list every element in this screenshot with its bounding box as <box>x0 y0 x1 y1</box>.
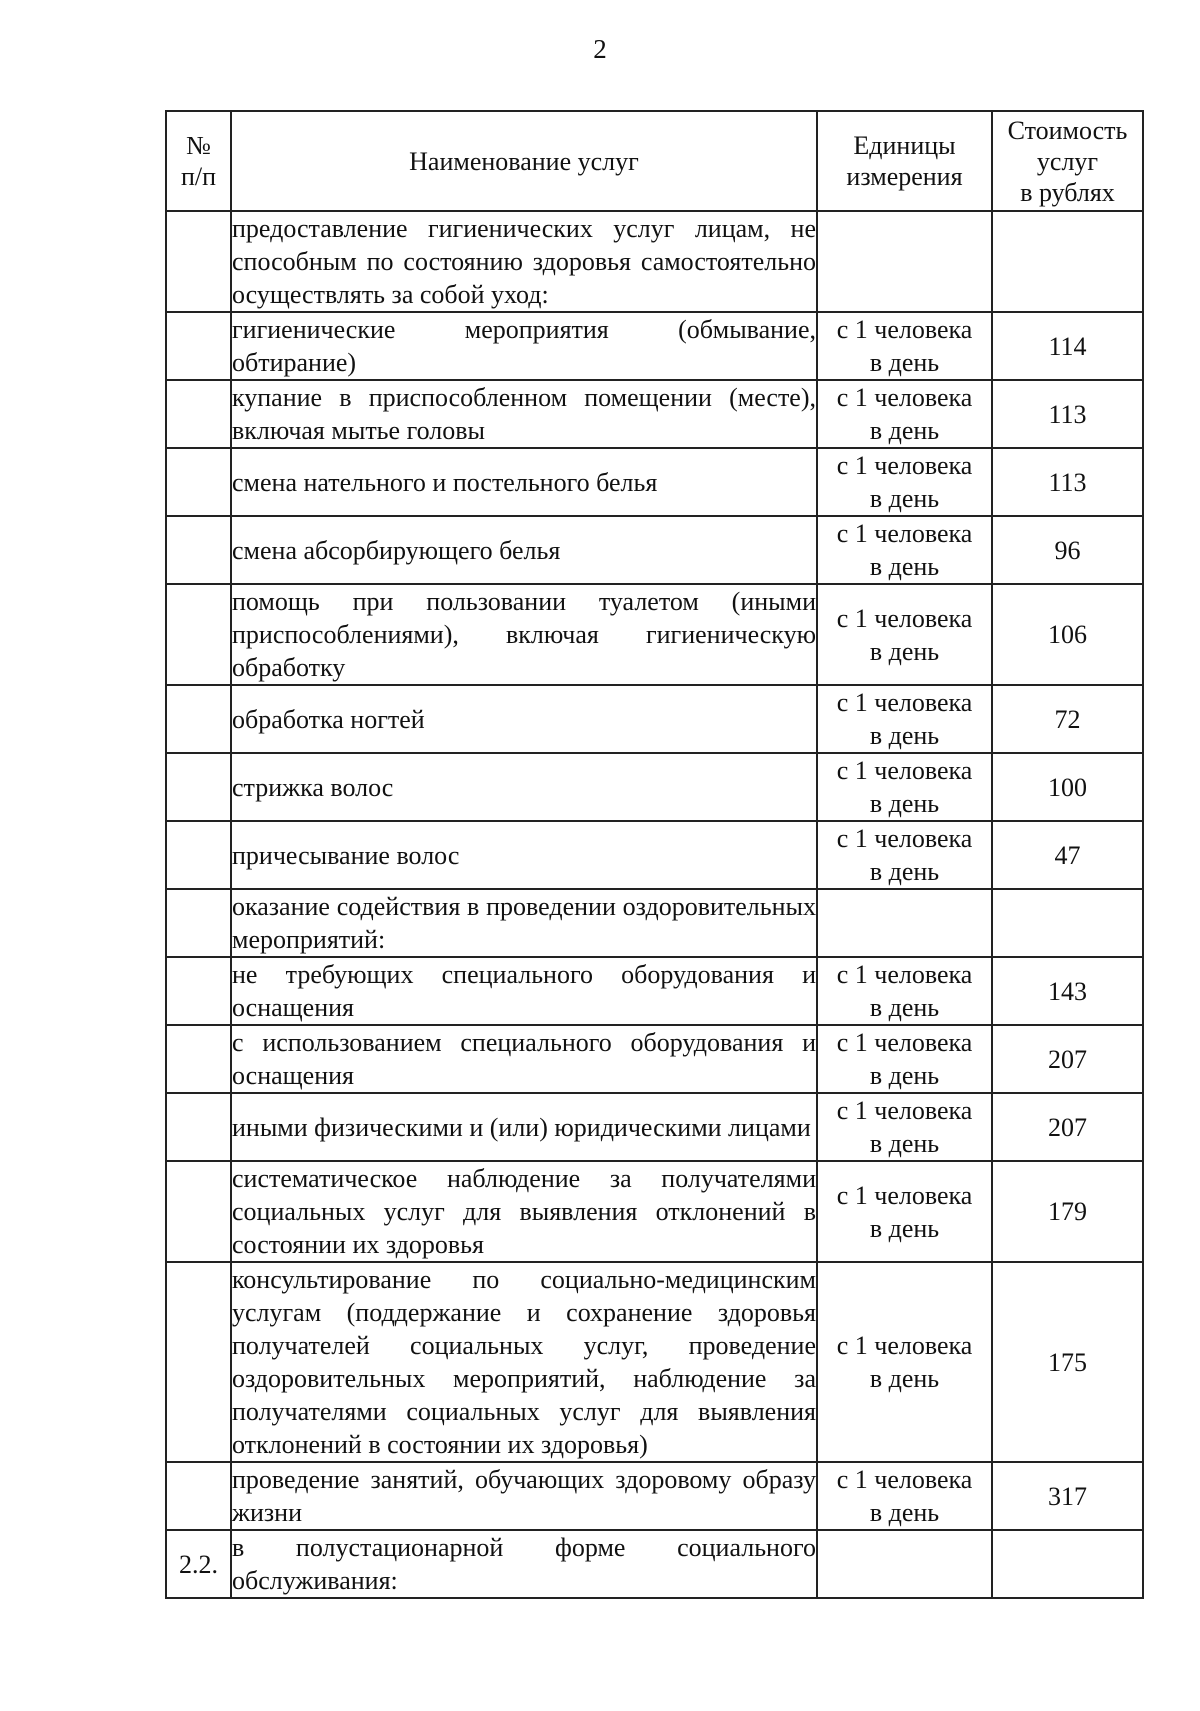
services-price-table <box>165 110 1144 1599</box>
row-unit <box>817 1093 992 1161</box>
row-price: 113 <box>992 380 1143 448</box>
row-price: 106 <box>992 584 1143 685</box>
row-unit-line: с 1 человека <box>836 688 973 717</box>
row-service-name: смена абсорбирующего белья <box>231 516 817 584</box>
row-num <box>166 516 231 584</box>
row-price: 100 <box>992 753 1143 821</box>
row-unit-line: с 1 человека <box>836 1180 973 1210</box>
row-unit-line: в день <box>869 1364 940 1393</box>
row-service-name: купание в приспособленном помещении (месте), включая мытье головы <box>231 380 817 448</box>
row-unit-line: с 1 человека <box>836 1028 973 1057</box>
row-num: 2.2. <box>166 1530 231 1598</box>
header-price-line: услуг <box>1036 146 1099 176</box>
header-unit-line: измерения <box>846 162 963 191</box>
row-service-name: оказание содействия в проведении оздоровительных мероприятий: <box>231 889 817 957</box>
table-row <box>166 1462 1143 1530</box>
table-row <box>166 448 1143 516</box>
table-row <box>166 211 1143 312</box>
row-price: 47 <box>992 821 1143 889</box>
row-price: 96 <box>992 516 1143 584</box>
row-service-name: в полустационарной форме социального обслуживания: <box>231 1530 817 1598</box>
row-unit <box>817 584 992 685</box>
row-unit-line: в день <box>869 416 940 445</box>
row-price: 143 <box>992 957 1143 1025</box>
row-unit-line: с 1 человека <box>836 1465 973 1494</box>
row-unit <box>817 1161 992 1262</box>
row-unit <box>817 380 992 448</box>
row-unit-line: в день <box>869 348 940 377</box>
row-unit-line: с 1 человека <box>836 1331 973 1360</box>
row-price: 207 <box>992 1025 1143 1093</box>
row-unit-line: с 1 человека <box>836 519 973 548</box>
table-row <box>166 889 1143 957</box>
row-unit <box>817 1025 992 1093</box>
table-row <box>166 312 1143 380</box>
row-unit <box>817 448 992 516</box>
header-unit <box>817 111 992 211</box>
row-price <box>992 889 1143 957</box>
row-unit <box>817 1462 992 1530</box>
row-price: 114 <box>992 312 1143 380</box>
row-num <box>166 312 231 380</box>
row-unit <box>817 821 992 889</box>
row-service-name: обработка ногтей <box>231 685 817 753</box>
row-unit <box>817 957 992 1025</box>
row-price <box>992 211 1143 312</box>
row-unit-line: в день <box>869 484 940 513</box>
table-row <box>166 584 1143 685</box>
header-num-line: № <box>186 131 211 160</box>
row-price: 72 <box>992 685 1143 753</box>
row-unit-line: с 1 человека <box>836 603 973 633</box>
row-service-name: консультирование по социально-медицинским услугам (поддержание и сохранение здоровья получателей социальных услуг, проведение оздоровительных мероприятий, наблюдение за получателями социальных услуг для выявления отклонений в состоянии их здоровья) <box>231 1262 817 1462</box>
row-price: 113 <box>992 448 1143 516</box>
row-price: 207 <box>992 1093 1143 1161</box>
row-service-name: не требующих специального оборудования и оснащения <box>231 957 817 1025</box>
row-unit-line: в день <box>869 721 940 750</box>
row-num <box>166 211 231 312</box>
table-row <box>166 516 1143 584</box>
row-unit <box>817 516 992 584</box>
row-service-name: стрижка волос <box>231 753 817 821</box>
header-price <box>992 111 1143 211</box>
row-unit-line: с 1 человека <box>836 451 973 480</box>
row-service-name: проведение занятий, обучающих здоровому образу жизни <box>231 1462 817 1530</box>
row-unit-line: в день <box>869 552 940 581</box>
row-unit-line: в день <box>869 1213 940 1243</box>
row-num <box>166 889 231 957</box>
row-unit-line: с 1 человека <box>836 824 973 853</box>
row-unit-line: в день <box>869 993 940 1022</box>
table-row <box>166 380 1143 448</box>
row-service-name: смена нательного и постельного белья <box>231 448 817 516</box>
row-num <box>166 1025 231 1093</box>
row-unit <box>817 1530 992 1598</box>
row-unit <box>817 753 992 821</box>
header-unit-line: Единицы <box>853 131 956 160</box>
header-num <box>166 111 231 211</box>
row-unit <box>817 889 992 957</box>
row-unit-line: с 1 человека <box>836 383 973 412</box>
row-price <box>992 1530 1143 1598</box>
row-unit-line: с 1 человека <box>836 960 973 989</box>
row-price: 179 <box>992 1161 1143 1262</box>
row-unit-line: в день <box>869 789 940 818</box>
header-price-line: в рублях <box>1020 177 1115 207</box>
row-service-name: причесывание волос <box>231 821 817 889</box>
table-row <box>166 1025 1143 1093</box>
row-unit <box>817 312 992 380</box>
row-unit-line: с 1 человека <box>836 315 973 344</box>
row-num <box>166 380 231 448</box>
row-unit-line: в день <box>869 857 940 886</box>
row-num <box>166 448 231 516</box>
table-row <box>166 1262 1143 1462</box>
row-num <box>166 1161 231 1262</box>
row-service-name: с использованием специального оборудования и оснащения <box>231 1025 817 1093</box>
row-unit-line: в день <box>869 1129 940 1158</box>
header-name: Наименование услуг <box>231 111 817 211</box>
row-service-name: помощь при пользовании туалетом (иными приспособлениями), включая гигиеническую обработку <box>231 584 817 685</box>
page-number: 2 <box>593 34 607 64</box>
row-service-name: гигиенические мероприятия (обмывание, обтирание) <box>231 312 817 380</box>
row-num <box>166 1262 231 1462</box>
row-service-name: предоставление гигиенических услуг лицам, не способным по состоянию здоровья самостоятельно осуществлять за собой уход: <box>231 211 817 312</box>
row-unit-line: в день <box>869 1498 940 1527</box>
row-num <box>166 1462 231 1530</box>
row-unit-line: с 1 человека <box>836 756 973 785</box>
row-service-name: иными физическими и (или) юридическими лицами <box>231 1093 817 1161</box>
table-row <box>166 685 1143 753</box>
table-header-row <box>166 111 1143 211</box>
header-price-line: Стоимость <box>1007 115 1128 145</box>
row-unit <box>817 1262 992 1462</box>
table-row <box>166 821 1143 889</box>
row-price: 317 <box>992 1462 1143 1530</box>
row-num <box>166 957 231 1025</box>
header-num-line: п/п <box>180 162 217 191</box>
row-unit-line: в день <box>869 636 940 666</box>
row-num <box>166 753 231 821</box>
table-row <box>166 1530 1143 1598</box>
table-row <box>166 957 1143 1025</box>
table-row <box>166 1161 1143 1262</box>
row-num <box>166 685 231 753</box>
row-num <box>166 821 231 889</box>
table-row <box>166 1093 1143 1161</box>
row-num <box>166 584 231 685</box>
row-price: 175 <box>992 1262 1143 1462</box>
row-num <box>166 1093 231 1161</box>
row-unit <box>817 685 992 753</box>
row-unit-line: в день <box>869 1061 940 1090</box>
row-service-name: систематическое наблюдение за получателями социальных услуг для выявления отклонений в состоянии их здоровья <box>231 1161 817 1262</box>
table-row <box>166 753 1143 821</box>
row-unit-line: с 1 человека <box>836 1096 973 1125</box>
row-unit <box>817 211 992 312</box>
